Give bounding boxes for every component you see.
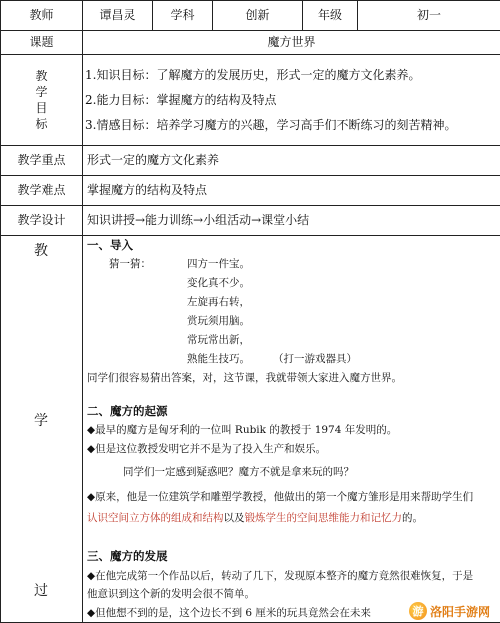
process-side-char: 教 (34, 243, 48, 259)
origin-question: 同学们一定感到疑惑吧？魔方不就是拿来玩的吗？ (123, 466, 354, 478)
development-fact-2-line-1: ◆但他想不到的是，这个边长不到 6 厘米的玩具竟然会在未来 (87, 607, 371, 619)
intro-text: 同学们很容易猜出答案，对，这节课，我就带领大家进入魔方世界。 (87, 372, 402, 384)
process-side-char: 学 (34, 413, 48, 429)
topic-label: 课题 (1, 31, 83, 55)
origin-fact-3-line-1: ◆原来，他是一位建筑学和雕塑学教授，他做出的第一个魔方雏形是用来帮助学生们 (87, 491, 474, 503)
key-points-row (1, 146, 500, 176)
grade-value: 初一 (358, 1, 500, 31)
poem-hint: （打一游戏器具） (273, 353, 357, 365)
difficulties-value: 掌握魔方的结构及特点 (83, 176, 500, 206)
topic-value: 魔方世界 (83, 31, 500, 55)
poem-line: 赏玩须用脑。 (187, 315, 250, 327)
section-intro-title: 一、导入 (87, 238, 133, 252)
poem-line: 左旋再右转， (187, 296, 250, 308)
riddle-label: 猜一猜： (109, 258, 151, 270)
header-row (1, 1, 500, 31)
key-points-label: 教学重点 (1, 146, 83, 176)
objectives-list (83, 55, 500, 146)
teacher-name: 谭昌灵 (83, 1, 153, 31)
origin-fact-1: ◆最早的魔方是匈牙利的一位叫 Rubik 的教授于 1974 年发明的。 (87, 424, 398, 436)
objectives-label-char: 标 (35, 117, 48, 132)
design-value: 知识讲授→能力训练→小组活动→课堂小结 (83, 206, 500, 236)
topic-row (1, 31, 500, 55)
objectives-row (1, 55, 500, 146)
objective-emotion: 3.情感目标：培养学习魔方的兴趣，学习高手们不断练习的刻苦精神。 (85, 118, 457, 133)
difficulties-row (1, 176, 500, 206)
design-row (1, 206, 500, 236)
process-content (83, 236, 500, 623)
poem-line: 四方一件宝。 (187, 258, 250, 270)
process-side-char: 过 (34, 583, 48, 599)
gamepad-logo-icon: 游 (409, 602, 427, 620)
poem-line: 常玩常出新， (187, 334, 250, 346)
origin-highlight-thinking: 锻炼学生的空间思维能力和记忆力 (244, 512, 402, 524)
objectives-label-char: 目 (35, 101, 48, 115)
poem-line: 熟能生技巧。 (187, 353, 250, 365)
site-watermark (407, 601, 496, 621)
objectives-label-char: 教 (35, 68, 48, 83)
key-points-value: 形式一定的魔方文化素养 (83, 146, 500, 176)
grade-label: 年级 (303, 1, 358, 31)
teacher-label: 教师 (1, 1, 83, 31)
objective-knowledge: 1.知识目标：了解魔方的发展历史，形式一定的魔方文化素养。 (85, 67, 421, 82)
origin-fact-3-line-2 (87, 511, 423, 525)
development-fact-1-line-1: ◆在他完成第一个作品以后，转动了几下，发现原本整齐的魔方竟然很难恢复，于是 (87, 570, 474, 582)
origin-connector: 以及 (223, 512, 245, 524)
process-side-label (1, 236, 83, 623)
objectives-label (1, 55, 83, 146)
difficulties-label: 教学难点 (1, 176, 83, 206)
design-label: 教学设计 (1, 206, 83, 236)
development-fact-1-line-2: 他意识到这个新的发明会很不简单。 (87, 588, 255, 600)
section-origin-title: 二、魔方的起源 (87, 404, 168, 418)
origin-ending: 的。 (402, 512, 423, 524)
subject-value: 创新 (213, 1, 303, 31)
watermark-text: 洛阳手游网 (429, 604, 490, 619)
origin-fact-2: ◆但是这位教授发明它并不是为了投入生产和娱乐。 (87, 443, 327, 455)
section-development-title: 三、魔方的发展 (87, 549, 168, 563)
objective-ability: 2.能力目标：掌握魔方的结构及特点 (85, 92, 277, 107)
process-row (1, 236, 500, 623)
subject-label: 学科 (153, 1, 213, 31)
objectives-label-char: 学 (35, 84, 48, 99)
poem-line: 变化真不少。 (187, 277, 250, 289)
origin-highlight-structure: 认识空间立方体的组成和结构 (87, 512, 224, 524)
